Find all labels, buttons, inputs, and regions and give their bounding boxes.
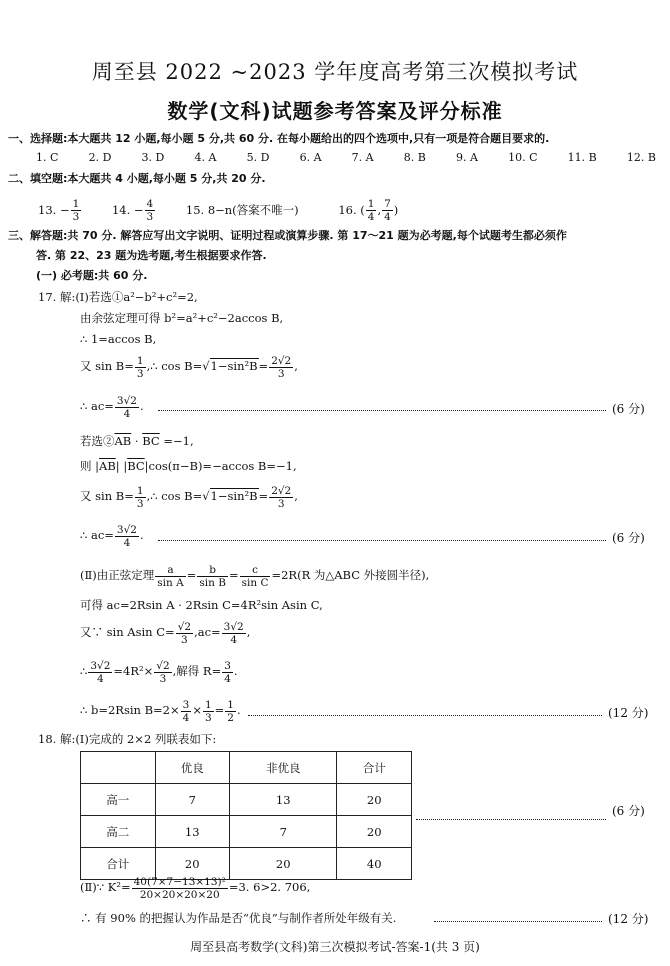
- score-6-a: (6 分): [612, 402, 645, 416]
- answer-4: 4. A: [194, 151, 217, 164]
- answer-11: 11. B: [567, 151, 597, 164]
- section3-heading-line1: 三、解答题:共 70 分. 解答应写出文字说明、证明过程或演算步骤. 第 17～21 题为必考题,每个试题考生都必须作: [8, 229, 567, 242]
- contingency-table: [80, 751, 412, 880]
- q16-answer: 16. ( $\frac{1}{4}$ , $\frac{7}{4}$ ): [338, 198, 399, 223]
- answer-12: 12. B: [626, 151, 656, 164]
- section2-heading: 二、填空题:本大题共 4 小题,每小题 5 分,共 20 分.: [8, 172, 266, 185]
- score-6-c: (6 分): [612, 804, 645, 818]
- answer-7: 7. A: [351, 151, 374, 164]
- score-6-b: (6 分): [612, 531, 645, 545]
- dotted-leader: [158, 410, 606, 411]
- answer-3: 3. D: [141, 151, 165, 164]
- score-12-a: (12 分): [608, 706, 649, 720]
- table-header-row: 优良 非优良 合计: [81, 752, 412, 784]
- q17-line7: 则 $|\overline{AB}|$ $|\overline{BC}|\cos(\pi-B)=-accos$ B=−1,: [80, 459, 297, 473]
- q17-line5: ∴ ac= $\frac{3√2}{4}$ .: [80, 394, 144, 420]
- answer-6: 6. A: [299, 151, 322, 164]
- q17-line14: ∴ b=2Rsin B=2× $\frac{3}{4}$ × $\frac{1}{3}$ = $\frac{1}{2}$ .: [80, 698, 241, 724]
- dotted-leader: [434, 921, 602, 922]
- table-row: 高一 7 13 20: [81, 784, 412, 816]
- answer-8: 8. B: [403, 151, 426, 164]
- q17-line6: 若选$②\overline{AB} \cdot \overline{BC} =-1$,: [80, 434, 194, 448]
- table-row: 高二 13 7 20: [81, 816, 412, 848]
- q17-line3: ∴ 1=accos B,: [80, 332, 157, 346]
- q17-line1: 17. 解:(Ⅰ)若选①a²−b²+c²=2,: [38, 290, 198, 304]
- exam-title: 周至县 2022 ~2023 学年度高考第三次模拟考试: [91, 60, 579, 84]
- q17-line8: 又 sin B= $\frac{1}{3}$ ,∴ cos B=√1−sin²B= $\frac{2√2}{3}$ ,: [80, 484, 298, 510]
- q13-answer: 13. − $\frac{1}{3}$: [38, 198, 80, 223]
- q18-line1: 18. 解:(Ⅰ)完成的 2×2 列联表如下:: [38, 732, 217, 746]
- answer-2: 2. D: [88, 151, 112, 164]
- page-footer: 周至县高考数学(文科)第三次模拟考试-答案-1(共 3 页): [190, 940, 480, 954]
- q17-line2: 由余弦定理可得 b²=a²+c²−2accos B,: [80, 311, 284, 325]
- section3-subheading: (一) 必考题:共 60 分.: [36, 269, 148, 282]
- answer-1: 1. C: [36, 151, 59, 164]
- q17-line13: ∴ $\frac{3√2}{4}$ =4R²× $\frac{√2}{3}$ ,解得 R= $\frac{3}{4}$ .: [80, 659, 238, 685]
- section3-heading-line2: 答. 第 22、23 题为选考题,考生根据要求作答.: [36, 249, 267, 262]
- document-subtitle: 数学(文科)试题参考答案及评分标准: [167, 99, 503, 123]
- q17-line9: ∴ ac= $\frac{3√2}{4}$ .: [80, 523, 144, 549]
- q17-line4: 又 sin B= $\frac{1}{3}$ ,∴ cos B=√1−sin²B= $\frac{2√2}{3}$ ,: [80, 354, 298, 380]
- answer-10: 10. C: [508, 151, 538, 164]
- q17-line11: 可得 ac=2Rsin A · 2Rsin C=4R²sin Asin C,: [80, 598, 323, 612]
- score-12-b: (12 分): [608, 912, 649, 926]
- dotted-leader: [248, 715, 602, 716]
- q18-line2: (Ⅱ)∵ K²= $\frac{\text{40(7×7−13×13)²}}{20\times 20\times 20\times 20}$ =3. 6>2. 706,: [80, 875, 311, 901]
- section1-heading: 一、选择题:本大题共 12 小题,每小题 5 分,共 60 分. 在每小题给出的四个选项中,只有一项是符合题目要求的.: [8, 132, 550, 145]
- q14-answer: 14. − $\frac{4}{3}$: [111, 198, 154, 223]
- answer-5: 5. D: [246, 151, 270, 164]
- dotted-leader: [416, 819, 606, 820]
- q15-answer: 15. 8−n(答案不唯一): [185, 202, 299, 217]
- fill-answers: [38, 198, 424, 223]
- q17-line10: (Ⅱ)由正弦定理 $\frac{a}{\text{sin A}}$ = $\frac{b}{\text{sin B}}$ = $\frac{c}{\text{sin C}}$ =2R(R 为△ABC 外接圆半径),: [80, 563, 430, 589]
- table-row: 合计 20 20 40: [81, 848, 412, 880]
- choice-answers: [36, 151, 656, 164]
- answer-9: 9. A: [456, 151, 478, 164]
- dotted-leader: [158, 540, 606, 541]
- q17-line12: 又∵ sin Asin C= $\frac{√2}{3}$ ,ac= $\frac{3√2}{4}$ ,: [80, 620, 251, 646]
- q18-line3: ∴ 有 90% 的把握认为作品是否“优良”与制作者所处年级有关.: [80, 911, 397, 925]
